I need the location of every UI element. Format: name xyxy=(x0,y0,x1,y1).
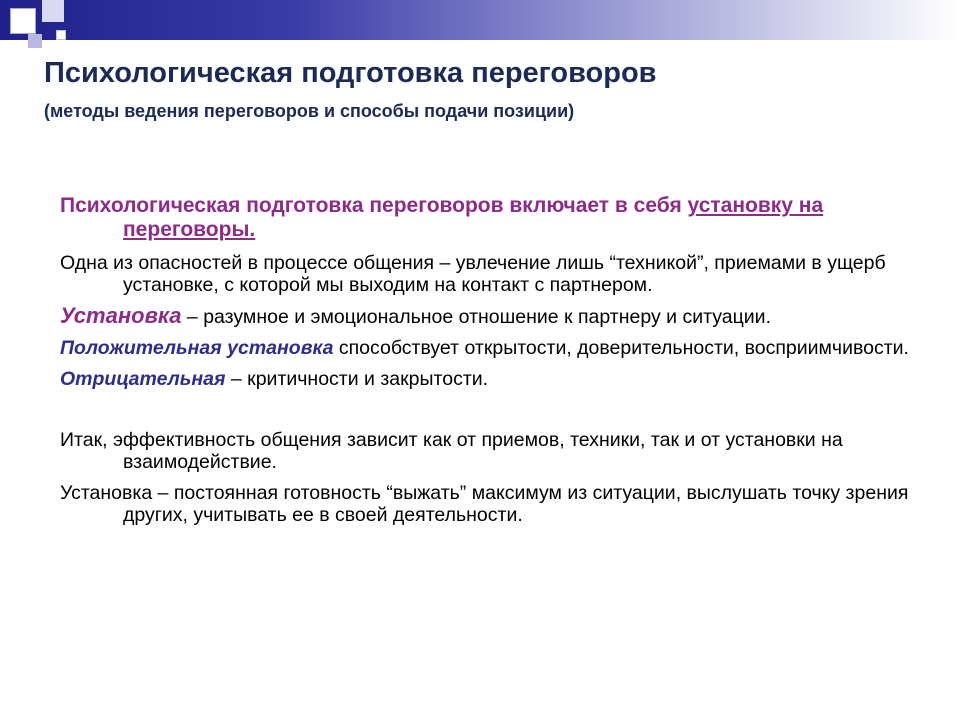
slide-subtitle: (методы ведения переговоров и способы подачи позиции) xyxy=(44,101,575,121)
negative-text: – критичности и закрытости. xyxy=(225,368,489,390)
paragraph-positive xyxy=(60,337,920,359)
lead-paragraph xyxy=(60,194,920,242)
paragraph-definition xyxy=(60,305,920,328)
slide-body xyxy=(60,194,920,535)
paragraph-readiness: Установка – постоянная готовность “выжать” максимум из ситуации, выслушать точку зрения других, учитывать ее в своей деятельности. xyxy=(60,482,909,526)
header-gradient-bar xyxy=(0,0,960,40)
decor-square-icon xyxy=(56,30,66,40)
decor-square-icon xyxy=(42,0,64,22)
slide-title: Психологическая подготовка переговоров xyxy=(44,57,657,89)
paragraph-danger: Одна из опасностей в процессе общения – увлечение лишь “техникой”, приемами в ущерб установке, с которой мы выходим на контакт с партнером. xyxy=(60,252,886,296)
decor-square-icon xyxy=(10,8,36,34)
term-ustanovka: Установка xyxy=(60,303,182,328)
definition-text: – разумное и эмоциональное отношение к партнеру и ситуации. xyxy=(181,306,771,328)
lead-text: Психологическая подготовка переговоров включает в себя xyxy=(60,194,688,217)
spacer xyxy=(60,399,920,429)
decor-square-icon xyxy=(28,34,42,48)
paragraph-negative xyxy=(60,368,920,390)
positive-text: способствует открытости, доверительности, восприимчивости. xyxy=(333,337,909,359)
lead-underlined-text: установку на переговоры. xyxy=(123,194,824,241)
term-positive: Положительная установка xyxy=(60,337,334,359)
term-negative: Отрицательная xyxy=(60,368,226,390)
paragraph-conclusion: Итак, эффективность общения зависит как от приемов, техники, так и от установки на взаимодействие. xyxy=(60,429,843,473)
